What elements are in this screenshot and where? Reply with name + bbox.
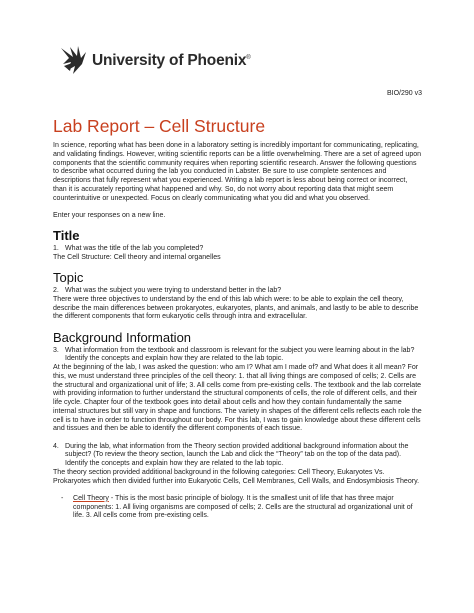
cell-theory-bullet: - Cell Theory - This is the most basic principle of biology. It is the smallest unit of life that has three major components: 1. All living organisms are composed of cells; 2. Cells are the structural ad organizational unit of life. 3. All cells come from pre-existing cells. — [61, 494, 413, 520]
answer-2: There were three objectives to understand by the end of this lab which were: to be able to explain the cell theory, describe the main differences between prokaryotes, eukaryotes, plants, and animals, and lastly to be able to describe the different components that form eukaryotic cells through intra and extracellular. — [53, 295, 419, 321]
university-logo — [58, 44, 251, 78]
answer-1: The Cell Structure: Cell theory and internal organelles — [53, 253, 221, 261]
answer-4: The theory section provided additional background in the following categories: Cell Theory, Eukaryotes Vs. Prokaryotes which then divided further into Eukaryotic Cells, Cell Membranes, Cell Walls, and Endosymbiosis Theory. — [53, 468, 420, 485]
answer-3: At the beginning of the lab, I was asked the question: who am I? What am I made of? and What does it all mean? For this, we must understand three principles of the cell theory: 1. that all living things are composed of cells; 2. Cells are the structural and organizational unit of life; 3. All cells come from pre-existing cells. The textbook and the lab correlate with providing information to further understand the structural components of cells, the role of different cells, and their life cycle. Chapter four of the textbook goes into detail about cells and how they contain fundamentally the same internal structures but still vary in shape and functions. The variety in shapes of the different cells reflects each role the cell is to have in order to function throughout our body. For this lab, I was to gain knowledge about these different cells and tissues and then be able to identify the different components of each tissue. — [53, 364, 422, 433]
question-4: 4. During the lab, what information from the Theory section provided additional background information about the subject? (To review the theory section, launch the Lab and click the “Theory” tab on the top of the data pad). Identify the concepts and explain how they are related to the lab topic. — [53, 442, 409, 467]
document-body — [53, 116, 423, 521]
enter-responses-note: Enter your responses on a new line. — [53, 211, 166, 219]
question-3: 3. What information from the textbook and classroom is relevant for the subject you were learning about in the lab? Identify the concepts and explain how they are related to the lab topic. — [53, 346, 415, 363]
question-1: 1. What was the title of the lab you completed? — [53, 245, 204, 252]
logo-text: University of Phoenix® — [92, 52, 251, 69]
document-title: Lab Report – Cell Structure — [53, 116, 266, 136]
intro-paragraph: In science, reporting what has been done in a laboratory setting is incredibly important for communicating, replicating, and validating findings. However, writing scientific reports can be a little overwhelming. There are a set of agreed upon components that the scientific community requires when reporting scientific research. Answer the following questions to describe what occurred during the lab you conducted in Labster. Be sure to use complete sentences and descriptions that fully represent what you experienced. Writing a lab report is less about being correct or incorrect, than it is accurately reporting what happened and why. So, do not worry about reporting data that might seem counterintuitive or unexpected. Focus on clearly communicating what you did and what you observed. — [53, 142, 422, 202]
course-version: BIO/290 v3 — [386, 90, 422, 97]
background-heading: Background Information — [53, 329, 192, 345]
topic-heading: Topic — [53, 270, 84, 285]
title-heading: Title — [53, 228, 80, 243]
phoenix-bird-icon — [58, 44, 88, 78]
cell-theory-term: Cell Theory — [73, 494, 109, 502]
question-2: 2. What was the subject you were trying to understand better in the lab? — [53, 287, 282, 294]
